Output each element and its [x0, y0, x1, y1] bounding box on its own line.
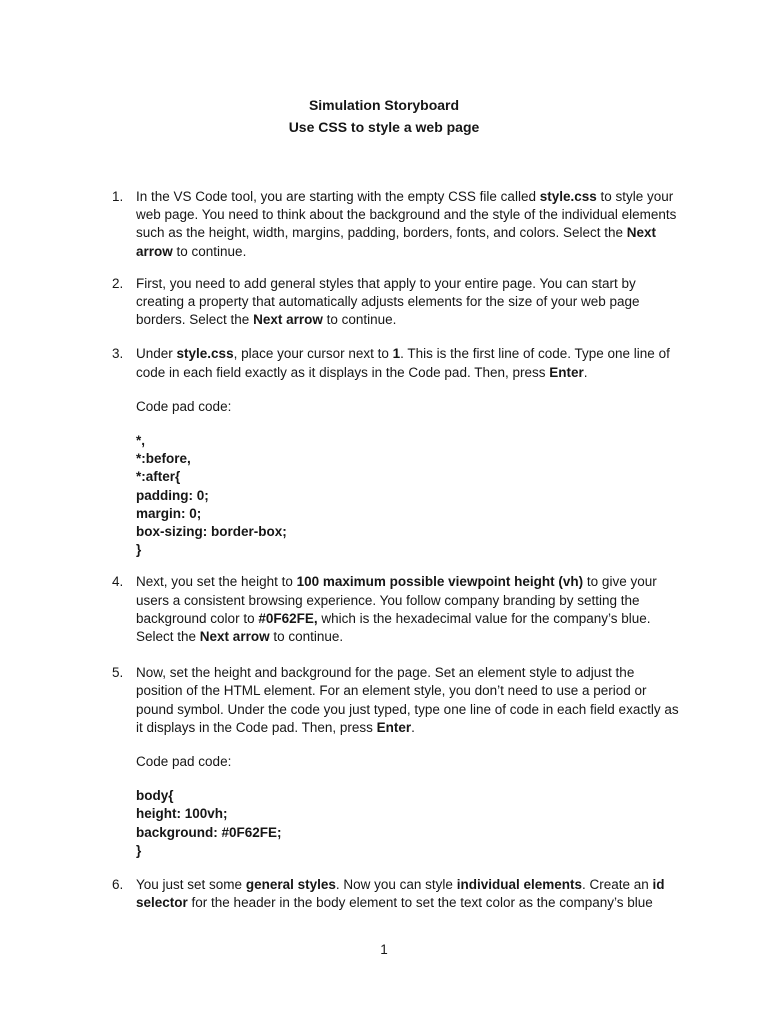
code-line: *:after{: [136, 469, 181, 485]
step-3-text: Under style.css, place your cursor next to 1. This is the first line of code. Type one line of code in each field exactly as it displays in the Code pad. Then, press Enter.: [136, 346, 670, 380]
step-5-code-block: [136, 787, 680, 860]
step-6: [110, 876, 680, 912]
step-3-code-block: [136, 432, 680, 559]
step-3-number: 3.: [112, 346, 124, 362]
step-5: [110, 664, 680, 860]
step-4: [110, 573, 680, 646]
step-1: [110, 188, 680, 261]
code-line: padding: 0;: [136, 487, 209, 503]
step-4-text: Next, you set the height to 100 maximum possible viewpoint height (vh) to give your users a consistent browsing experience. You follow company branding by setting the background color to #0F62FE, which is the hexadecimal value for the company’s blue. Select the Next arrow to continue.: [136, 574, 657, 644]
step-3: [110, 345, 680, 559]
code-line: }: [136, 842, 142, 858]
step-5-number: 5.: [112, 665, 124, 681]
step-1-number: 1.: [112, 189, 124, 204]
step-6-text: You just set some general styles. Now you can style individual elements. Create an id selector for the header in the body element to set the text color as the company’s blue: [136, 876, 665, 911]
page-title: [0, 94, 768, 138]
step-3-code-label: Code pad code:: [136, 398, 232, 414]
title-line-2: Use CSS to style a web page: [288, 119, 480, 135]
step-2-number: 2.: [112, 275, 124, 291]
page-number: 1: [380, 942, 388, 957]
step-list: [110, 188, 680, 912]
step-1-text: In the VS Code tool, you are starting with the empty CSS file called style.css to style your web page. You need to think about the background and the style of the individual elements such as the height, width, margins, padding, borders, fonts, and colors. Select the Next arrow to continue.: [136, 189, 677, 259]
step-5-code-label: Code pad code:: [136, 753, 232, 769]
step-4-number: 4.: [112, 574, 124, 590]
code-line: height: 100vh;: [136, 806, 228, 822]
code-line: body{: [136, 788, 174, 804]
title-line-1: Simulation Storyboard: [308, 97, 460, 113]
code-line: background: #0F62FE;: [136, 824, 282, 840]
code-line: }: [136, 542, 142, 558]
step-2-text: First, you need to add general styles that apply to your entire page. You can start by creating a property that automatically adjusts elements for the size of your web page borders. Select the Next arrow to continue.: [136, 275, 640, 328]
code-line: *,: [136, 433, 146, 449]
step-2: [110, 275, 680, 330]
code-line: *:before,: [136, 451, 191, 467]
code-line: box-sizing: border-box;: [136, 523, 287, 539]
step-6-number: 6.: [112, 876, 124, 892]
code-line: margin: 0;: [136, 505, 202, 521]
step-5-text: Now, set the height and background for the page. Set an element style to adjust the position of the HTML element. For an element style, you don’t need to use a period or pound symbol. Under the code you just typed, type one line of code in each field exactly as it displays in the Code pad. Then, press Enter.: [136, 665, 679, 735]
